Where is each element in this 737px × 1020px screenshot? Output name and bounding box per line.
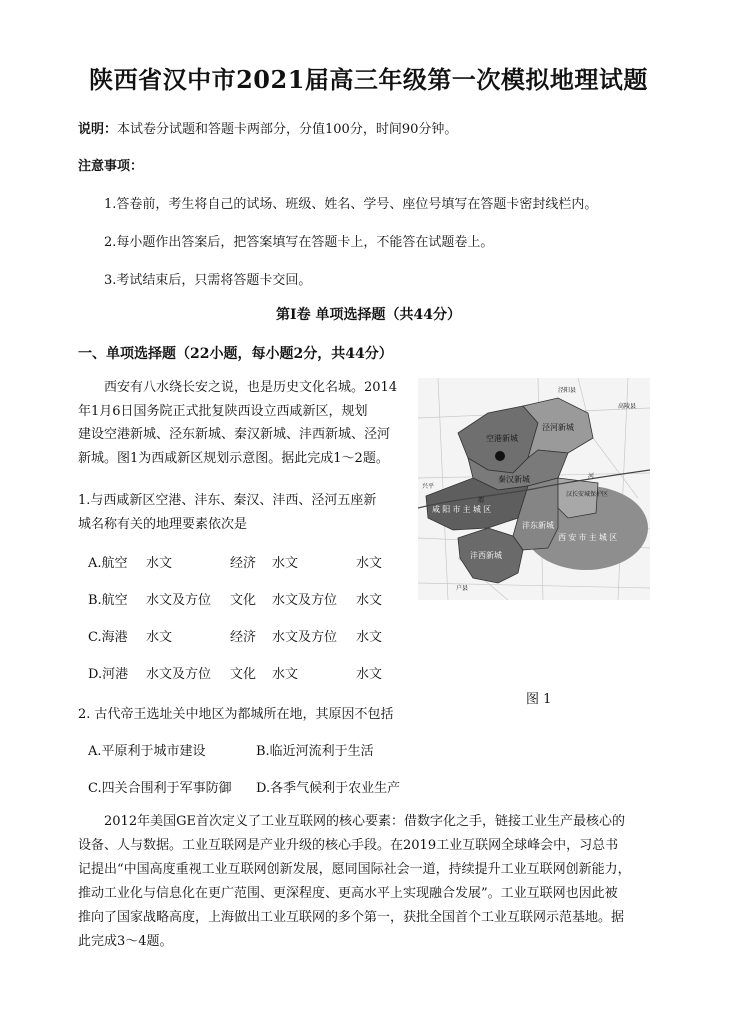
description-text: 本试卷分试题和答题卡两部分，分值100分，时间90分钟。 — [117, 122, 458, 137]
passage-2 — [78, 810, 662, 954]
han-changan-protection-zone — [558, 478, 598, 518]
option-cell: 文化 — [230, 593, 257, 608]
section-title: 第Ⅰ卷 单项选择题（共44分） — [276, 307, 461, 323]
question-2-option-a[interactable]: A.平原利于城市建设 — [88, 744, 206, 759]
passage-line: 推动工业化与信息化在更广范围、更深程度、更高水平上实现融合发展”。工业互联网也因此被 — [78, 886, 618, 901]
map-label-fengxi: 沣西新城 — [470, 551, 502, 560]
map-label-huxian: 户县 — [456, 586, 469, 592]
map-label-river-2: 河 — [588, 474, 595, 480]
question-2-option-c[interactable]: C.四关合围利于军事防御 — [88, 781, 232, 796]
map-label-protect: 汉长安城保护区 — [566, 492, 609, 498]
description-label: 说明： — [78, 122, 118, 137]
figure-caption: 图 1 — [526, 692, 552, 707]
question-1-stem: 城名称有关的地理要素依次是 — [78, 517, 248, 532]
option-cell: 水文 — [356, 667, 383, 682]
map-label-xingping: 兴平 — [422, 484, 435, 490]
question-2-option-d[interactable]: D.各季气候利于农业生产 — [256, 781, 401, 796]
passage-line: 设备、人与数据。工业互联网是产业升级的核心手段。在2019工业互联网全球峰会中，习总书 — [78, 838, 619, 853]
option-cell: 水文 — [356, 556, 383, 571]
map-label-fengdong: 沣东新城 — [522, 521, 554, 530]
map-label-airport: 空港新城 — [486, 434, 518, 443]
option-cell: 水文 — [272, 667, 299, 682]
option-letter: C.海港 — [88, 630, 128, 645]
notice-item: 2.每小题作出答案后，把答案填写在答题卡上，不能答在试题卷上。 — [104, 235, 494, 250]
option-cell: 水文 — [356, 593, 383, 608]
passage-line: 年1月6日国务院正式批复陕西设立西咸新区，规划 — [78, 403, 368, 419]
option-cell: 水文及方位 — [146, 667, 212, 682]
option-cell: 水文 — [146, 630, 173, 645]
option-cell: 文化 — [230, 667, 257, 682]
map-label-xianyang: 咸 阳 市 主 城 区 — [432, 505, 492, 514]
option-letter: A.航空 — [88, 556, 128, 571]
option-cell: 水文及方位 — [272, 630, 338, 645]
notice-label: 注意事项： — [78, 159, 144, 174]
option-cell: 水文 — [146, 556, 173, 571]
airport-marker — [495, 451, 505, 461]
passage-line: 新城。图1为西咸新区规划示意图。据此完成1～2题。 — [78, 450, 389, 466]
option-letter: D.河港 — [88, 667, 129, 682]
map-label-river-1: 渭 — [478, 498, 485, 504]
option-cell: 水文及方位 — [272, 593, 338, 608]
notice-item: 1.答卷前，考生将自己的试场、班级、姓名、学号、座位号填写在答题卡密封线栏内。 — [104, 197, 598, 212]
option-cell: 经济 — [230, 556, 257, 571]
part-title: 一、单项选择题（22小题，每小题2分，共44分） — [78, 346, 393, 362]
passage-line: 建设空港新城、泾东新城、秦汉新城、沣西新城、泾河 — [78, 427, 391, 443]
description — [78, 118, 457, 137]
xixian-new-area-map — [418, 378, 650, 600]
option-cell: 水文 — [356, 630, 383, 645]
question-2-stem: 2. 古代帝王选址关中地区为都城所在地，其原因不包括 — [78, 707, 394, 722]
passage-line: 推向了国家战略高度，上海做出工业互联网的多个第一，获批全国首个工业互联网示范基地。据 — [78, 910, 625, 925]
question-2-option-b[interactable]: B.临近河流利于生活 — [256, 744, 374, 759]
map-label-jinghe: 泾河新城 — [542, 423, 574, 432]
passage-line: 此完成3～4题。 — [78, 934, 173, 949]
map-label-qinhan: 秦汉新城 — [498, 475, 530, 484]
question-1-stem: 1.与西咸新区空港、沣东、秦汉、沣西、泾河五座新 — [78, 493, 377, 508]
map-label-jingyang: 泾阳县 — [558, 388, 577, 394]
map-label-xian: 西 安 市 主 城 区 — [558, 533, 618, 542]
passage-line: 2012年美国GE首次定义了工业互联网的核心要素：借数字化之手，链接工业生产最核心的 — [104, 814, 625, 829]
option-letter: B.航空 — [88, 593, 128, 608]
option-cell: 水文及方位 — [146, 593, 212, 608]
passage-1 — [78, 376, 404, 470]
notice-item: 3.考试结束后，只需将答题卡交回。 — [104, 273, 312, 288]
passage-line: 记提出“中国高度重视工业互联网创新发展，愿同国际社会一道，持续提升工业互联网创新能力， — [78, 862, 631, 877]
page-title: 陕西省汉中市2021届高三年级第一次模拟地理试题 — [89, 65, 648, 94]
option-cell: 经济 — [230, 630, 257, 645]
map-label-gaoling: 高陵县 — [618, 404, 637, 410]
passage-line: 西安有八水绕长安之说，也是历史文化名城。2014 — [104, 380, 398, 395]
option-cell: 水文 — [272, 556, 299, 571]
